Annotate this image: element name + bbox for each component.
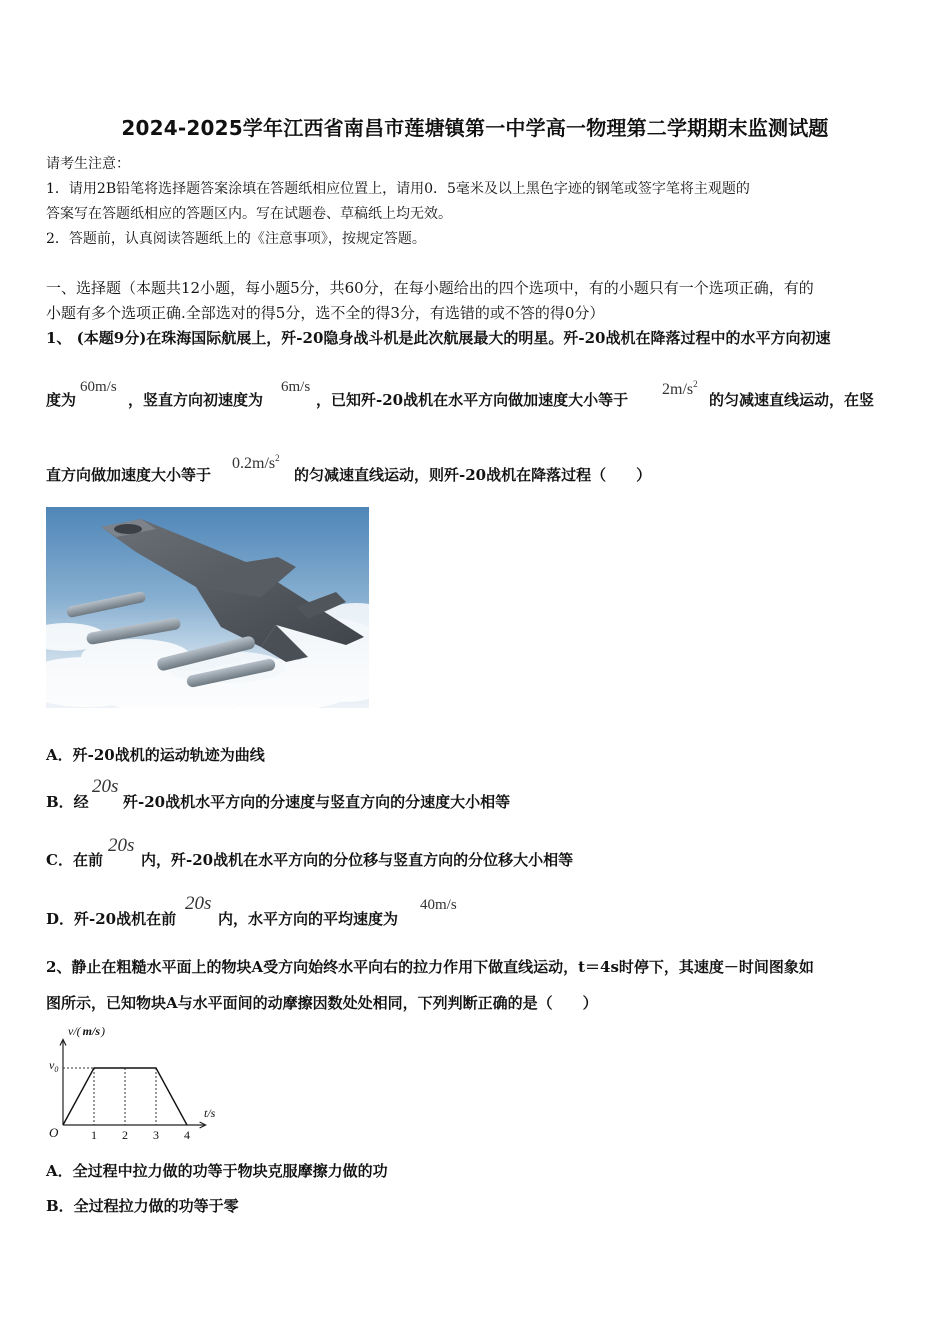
velocity-time-graph xyxy=(44,1020,234,1145)
x-axis-label: t/s xyxy=(204,1106,216,1120)
v0-label: $v_0$ xyxy=(49,1058,59,1074)
q1-stem-line-2-d: 的匀减速直线运动，在竖 xyxy=(709,391,875,409)
q1-a-horizontal: $2m/s^2$ xyxy=(662,379,698,398)
x-tick-label: 2 xyxy=(122,1128,128,1142)
x-tick-label: 1 xyxy=(91,1128,97,1142)
q1-stem-line-2-b: ，竖直方向初速度为 xyxy=(128,391,264,409)
x-tick-label: 3 xyxy=(153,1128,159,1142)
q1-v-vertical: 6m/s xyxy=(281,379,311,395)
notice-line-1a: 1．请用2B铅笔将选择题答案涂填在答题纸相应位置上，请用0．5毫米及以上黑色字迹的钢笔或签字笔将主观题的 xyxy=(46,181,750,197)
q1-stem-line-3-a: 直方向做加速度大小等于 xyxy=(46,466,212,484)
q1-stem-line-2-c: ，已知歼-20战机在水平方向做加速度大小等于 xyxy=(316,391,629,409)
fighter-jet-photo xyxy=(46,507,369,708)
q1-option-c-b: 内，歼-20战机在水平方向的分位移与竖直方向的分位移大小相等 xyxy=(141,851,574,869)
q1-option-d-b: 内，水平方向的平均速度为 xyxy=(218,910,399,928)
q1-stem-line-3-b: 的匀减速直线运动，则歼-20战机在降落过程（ ） xyxy=(294,466,652,484)
q1-option-d-time: 20s xyxy=(185,893,212,914)
notice-heading: 请考生注意： xyxy=(46,156,130,172)
q1-option-b-a: B．经 xyxy=(46,793,89,811)
q1-option-a: A．歼-20战机的运动轨迹为曲线 xyxy=(46,746,265,764)
x-tick-label: 4 xyxy=(184,1128,190,1142)
q1-option-c-a: C．在前 xyxy=(46,851,103,869)
notice-line-2: 2．答题前，认真阅读答题纸上的《注意事项》，按规定答题。 xyxy=(46,231,426,247)
q2-option-b: B．全过程拉力做的功等于零 xyxy=(46,1197,239,1215)
q1-option-d-a: D．歼-20战机在前 xyxy=(46,910,177,928)
q1-v-horizontal: 60m/s xyxy=(80,379,117,395)
q1-stem-line-2-a: 度为 xyxy=(46,391,77,409)
q1-option-b-time: 20s xyxy=(92,776,119,797)
section-line-2: 小题有多个选项正确.全部选对的得5分，选不全的得3分，有选错的或不答的得0分） xyxy=(46,304,605,322)
q2-option-a: A．全过程中拉力做的功等于物块克服摩擦力做的功 xyxy=(46,1162,388,1180)
q1-option-d-velocity: 40m/s xyxy=(420,897,457,913)
section-line-1: 一、选择题（本题共12小题，每小题5分，共60分，在每小题给出的四个选项中，有的小题只有一个选项正确，有的 xyxy=(46,279,814,297)
q2-stem-line-1: 2、静止在粗糙水平面上的物块A受方向始终水平向右的拉力作用下做直线运动，t＝4s时停下，其速度－时间图象如 xyxy=(46,958,814,976)
q2-stem-line-2: 图所示，已知物块A与水平面间的动摩擦因数处处相同，下列判断正确的是（ ） xyxy=(46,994,598,1012)
q1-option-c-time: 20s xyxy=(108,835,135,856)
notice-line-1b: 答案写在答题纸相应的答题区内。写在试题卷、草稿纸上均无效。 xyxy=(46,206,452,222)
q1-stem-line-1: 1、 (本题9分)在珠海国际航展上，歼-20隐身战斗机是此次航展最大的明星。歼-20战机在降落过程中的水平方向初速 xyxy=(46,329,831,347)
y-axis-label: v/( m/s) xyxy=(68,1024,105,1038)
origin-label: O xyxy=(49,1125,59,1140)
q1-option-b-b: 歼-20战机水平方向的分速度与竖直方向的分速度大小相等 xyxy=(123,793,511,811)
page-title: 2024-2025学年江西省南昌市莲塘镇第一中学高一物理第二学期期末监测试题 xyxy=(121,116,829,140)
q1-a-vertical: $0.2m/s^2$ xyxy=(232,453,280,472)
